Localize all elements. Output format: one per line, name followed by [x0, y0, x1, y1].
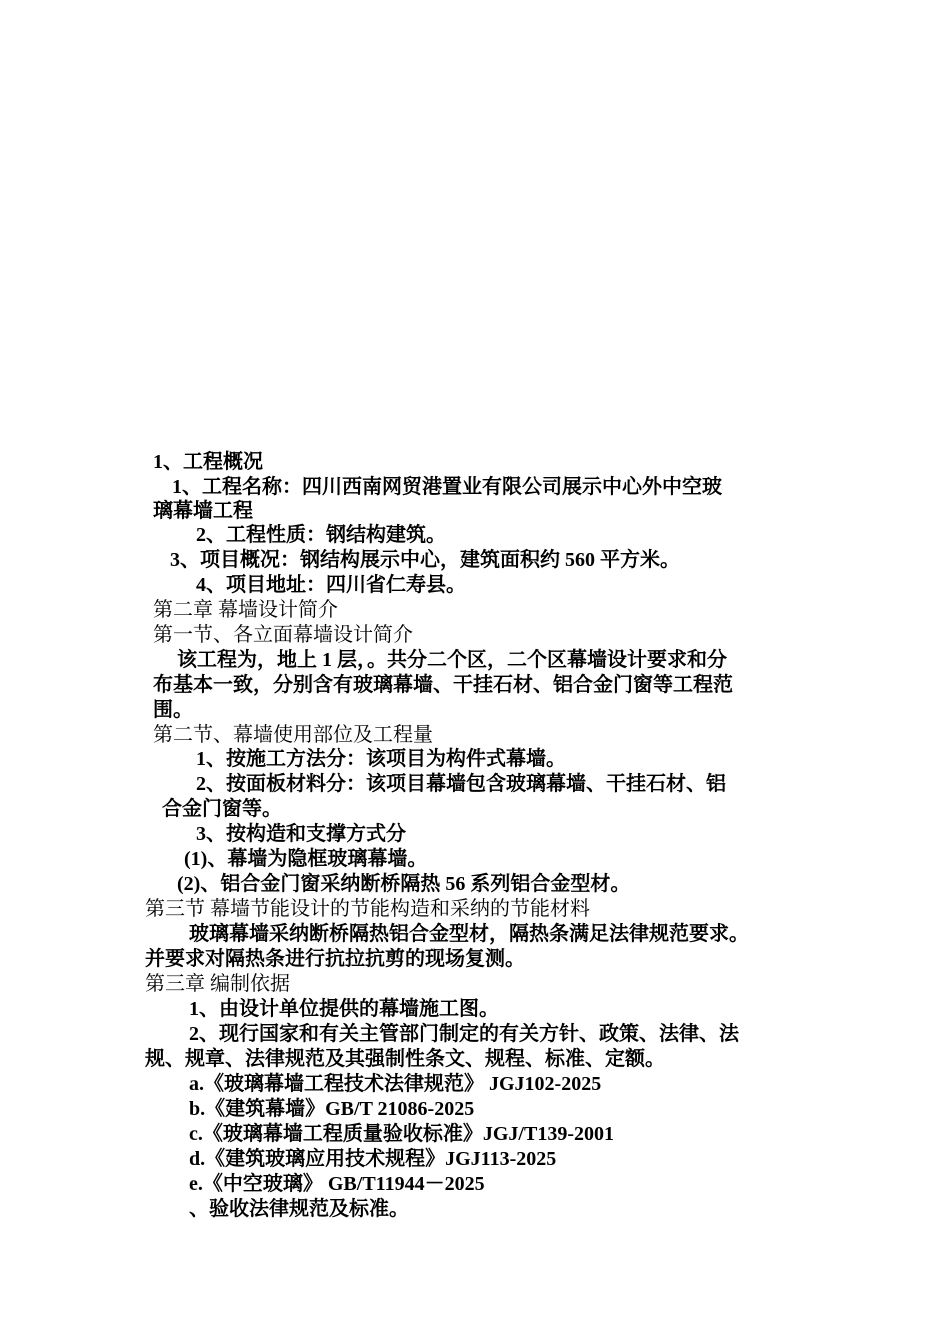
- basis-2-line-1: 2、现行国家和有关主管部门制定的有关方针、政策、法律、法: [189, 1023, 739, 1045]
- chapter-3-title: 第三章 编制依据: [145, 973, 290, 995]
- chapter-2-section-3-title: 第三节 幕墙节能设计的节能构造和采纳的节能材料: [145, 898, 590, 920]
- classification-by-structure: 3、按构造和支撑方式分: [196, 823, 406, 845]
- section-title-project-overview: 1、工程概况: [153, 451, 263, 473]
- standard-c: c.《玻璃幕墙工程质量验收标准》JGJ/T139-2001: [189, 1123, 614, 1145]
- structure-item-2: (2)、铝合金门窗采纳断桥隔热 56 系列铝合金型材。: [177, 873, 631, 895]
- chapter-2-title: 第二章 幕墙设计简介: [153, 599, 338, 621]
- section-1-paragraph-line-1: 该工程为，地上 1 层，。共分二个区，二个区幕墙设计要求和分: [177, 649, 727, 671]
- classification-by-panel-line-1: 2、按面板材料分：该项目幕墙包含玻璃幕墙、干挂石材、铝: [196, 773, 726, 795]
- section-3-paragraph-line-1: 玻璃幕墙采纳断桥隔热铝合金型材，隔热条满足法律规范要求。: [189, 923, 749, 945]
- project-nature: 2、工程性质：钢结构建筑。: [196, 524, 446, 546]
- classification-by-method: 1、按施工方法分：该项目为构件式幕墙。: [196, 748, 566, 770]
- project-overview: 3、项目概况：钢结构展示中心，建筑面积约 560 平方米。: [170, 549, 680, 571]
- standard-e: e.《中空玻璃》 GB/T11944－2025: [189, 1173, 485, 1195]
- standard-d: d.《建筑玻璃应用技术规程》JGJ113-2025: [189, 1148, 557, 1170]
- basis-1: 1、由设计单位提供的幕墙施工图。: [189, 998, 499, 1020]
- standard-b: b.《建筑幕墙》GB/T 21086-2025: [189, 1098, 475, 1120]
- chapter-2-section-2-title: 第二节、幕墙使用部位及工程量: [153, 724, 433, 746]
- section-3-paragraph-line-2: 并要求对隔热条进行抗拉抗剪的现场复测。: [145, 948, 525, 970]
- project-name-line-1: 1、工程名称：四川西南网贸港置业有限公司展示中心外中空玻: [172, 476, 722, 498]
- chapter-2-section-1-title: 第一节、各立面幕墙设计简介: [153, 624, 413, 646]
- section-1-paragraph-line-2: 布基本一致，分别含有玻璃幕墙、干挂石材、铝合金门窗等工程范: [153, 674, 733, 696]
- basis-2-line-2: 规、规章、法律规范及其强制性条文、规程、标准、定额。: [145, 1048, 665, 1070]
- project-address: 4、项目地址：四川省仁寿县。: [196, 574, 466, 596]
- section-1-paragraph-line-3: 围。: [153, 699, 193, 721]
- classification-by-panel-line-2: 合金门窗等。: [162, 798, 282, 820]
- structure-item-1: (1)、幕墙为隐框玻璃幕墙。: [184, 848, 428, 870]
- acceptance-standards: 、验收法律规范及标准。: [189, 1198, 409, 1220]
- project-name-line-2: 璃幕墙工程: [153, 500, 253, 522]
- standard-a: a.《玻璃幕墙工程技术法律规范》 JGJ102-2025: [189, 1073, 602, 1095]
